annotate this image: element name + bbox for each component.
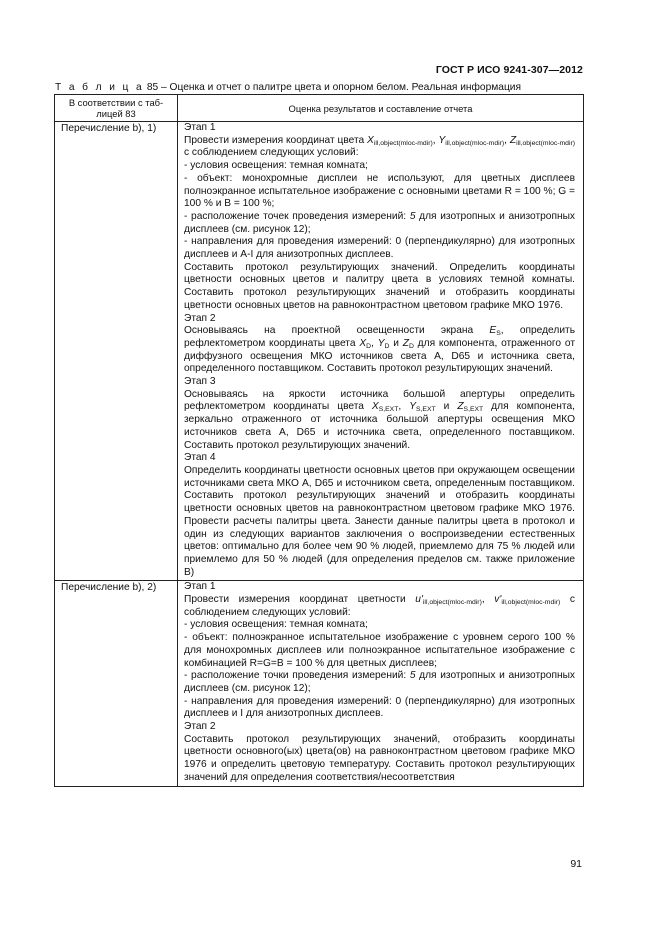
stage-text: Составить протокол результирующих значений, отобразить координаты цветности основного(ых) цвета(ов) на равноконтрастном цветовом графике МКО 1976 и определить цветовую температуру. Составить протокол результирующих значений для определения соответствия/несоответствия bbox=[184, 733, 575, 783]
stage-text: Провести измерения координат цвета $X_{ill,object(mloc-mdir)}$, $Y_{ill,object(mloc-mdir)}$, $Z_{ill,object(mloc-mdir)}$ с соблюдением следующих условий: - условия освещения: темная комната; - объект: монохромные дисплеи не используют, для цветных дисплеев полноэкранное испытательное изображение с основными цветами R = 100 %; G = 100 % и B = 100 %; - расположение точек проведения измерений: 5 для изотропных и анизотропных дисплеев (см. рисунок 12); - направления для проведения измерений: 0 (перпендикулярно) для изотропных дисплеев и A-I для анизотропных дисплеев. Составить протокол результирующих значений. Определить координаты цветности основных цветов и палитру цвета в условиях темной комнаты. Составить протокол результирующих значений и отобразить координаты цветности основных цветов на равноконтрастном цветовом графике МКО 1976. bbox=[184, 134, 575, 311]
document-header: ГОСТ Р ИСО 9241-307—2012 bbox=[435, 64, 583, 76]
stage-text: Основываясь на проектной освещенности экрана $E_S$, определить рефлектометром координаты цвета $X_D$, $Y_D$ и $Z_D$ для компонента, отраженного от диффузного освещения МКО источников света A, D65 и источника света, определенного поставщиком. Составить протокол результирующих значений. bbox=[184, 325, 575, 375]
stage-text: Определить координаты цветности основных цветов при окружающем освещении источниками света МКО A, D65 и источником света, определенным поставщиком. Составить протокол результирующих значений и отобразить координаты цветности основных цветов на равноконтрастном цветовом графике МКО 1976. Провести расчеты палитры цвета. Занести данные палитры цвета в протокол и один из следующих вариантов заключения о воспроизведении естественных цветов: оптимально для более чем 90 % людей, приемлемо для 75 % людей или приемлемо для 50 % людей (для определения пределов см. также приложение B) bbox=[184, 464, 575, 578]
table-caption-text: 85 – Оценка и отчет о палитре цвета и опорном белом. Реальная информация bbox=[146, 82, 521, 93]
stage-title: Этап 3 bbox=[184, 376, 216, 388]
table-header-row bbox=[55, 95, 584, 122]
row-reference: Перечисление b), 2) bbox=[55, 581, 178, 786]
header-cell-reference: В соответствии с таб- лицей 83 bbox=[55, 95, 178, 122]
row-evaluation bbox=[178, 122, 584, 581]
stage-title: Этап 1 bbox=[184, 122, 216, 133]
stage-text: Провести измерения координат цветности $u'_{ill,object(mloc-mdir)}$, $v'_{ill,object(mloc-mdir)}$ с соблюдением следующих условий: - условия освещения: темная комната; - объект: полноэкранное испытательное изображение с уровнем серого 100 % для монохромных дисплеев или полноэкранное испытательное изображение с комбинацией R=G=B = 100 % для цветных дисплеев; - расположение точки проведения измерений: 5 для изотропных и анизотропных дисплеев (см. рисунок 12); - направления для проведения измерений: 0 (перпендикулярно) для изотропных дисплеев и I для анизотропных дисплеев. bbox=[184, 594, 576, 720]
evaluation-table bbox=[54, 94, 584, 787]
table-row bbox=[55, 581, 584, 786]
page-number: 91 bbox=[570, 858, 582, 870]
stage-title: Этап 2 bbox=[184, 312, 216, 324]
header-cell-evaluation: Оценка результатов и составление отчета bbox=[178, 95, 584, 122]
stage-title: Этап 4 bbox=[184, 452, 216, 464]
stage-title: Этап 1 bbox=[184, 581, 216, 593]
row-evaluation bbox=[178, 581, 584, 786]
stage-title: Этап 2 bbox=[184, 721, 216, 733]
row-reference: Перечисление b), 1) bbox=[55, 122, 178, 581]
table-row bbox=[55, 122, 584, 581]
table-caption-label: Т а б л и ц а bbox=[55, 82, 145, 93]
table-caption bbox=[55, 82, 585, 93]
stage-text: Основываясь на яркости источника большой апертуры определить рефлектометром координаты цвета $X_{S,EXT}$, $Y_{S,EXT}$ и $Z_{S,EXT}$ для компонента, зеркально отраженного от источника большой апертуры освещения МКО источников света A, D65 и источника света, определенного поставщиком. Составить протокол результирующих значений. bbox=[184, 388, 575, 451]
